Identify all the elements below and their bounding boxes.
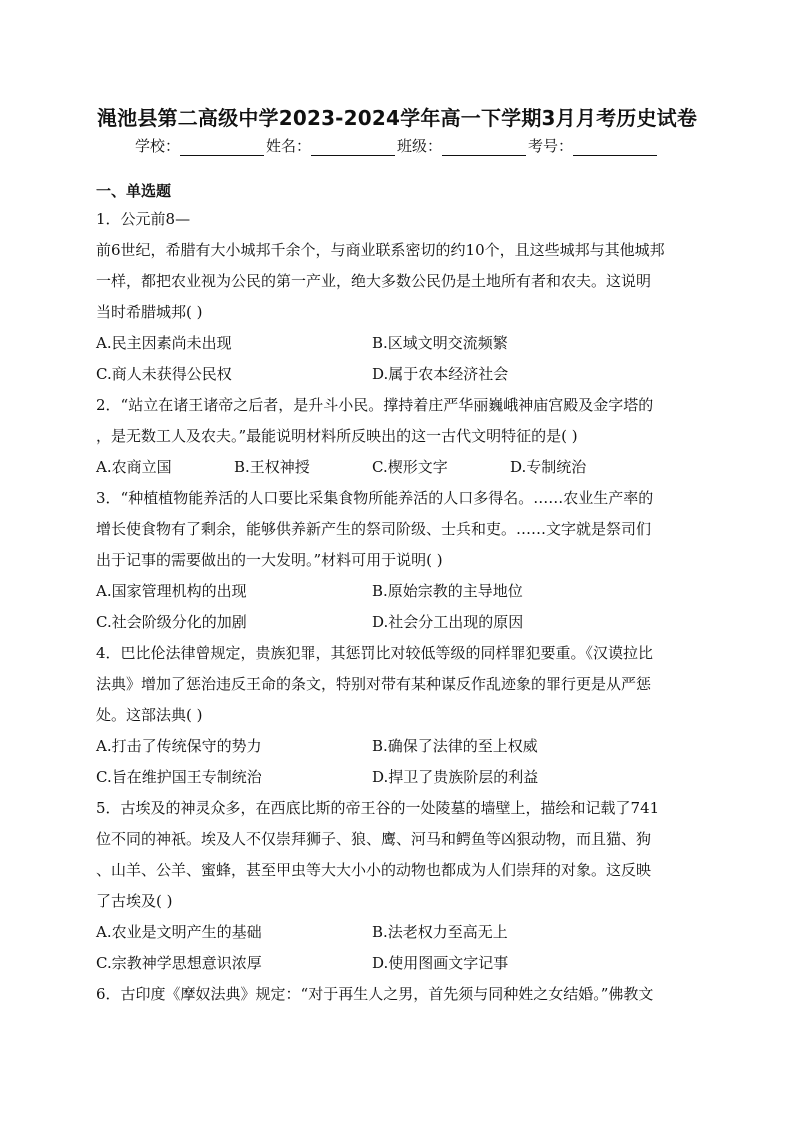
question-line: 当时希腊城邦( ) <box>96 303 203 321</box>
info-school <box>135 135 266 156</box>
section-heading: 一、单选题 <box>96 182 172 200</box>
info-class <box>397 135 528 156</box>
question-line: 1．公元前8— <box>96 210 191 228</box>
answer-options <box>96 576 696 638</box>
option-b[interactable]: B.法老权力至高无上 <box>372 923 508 941</box>
question-line: 了古埃及( ) <box>96 892 173 910</box>
student-info-line <box>0 135 794 156</box>
question-5 <box>96 793 696 979</box>
answer-options <box>96 917 696 979</box>
option-d[interactable]: D.专制统治 <box>510 458 587 476</box>
info-class-label: 班级： <box>397 137 443 155</box>
info-number <box>528 135 659 156</box>
info-number-label: 考号： <box>528 137 574 155</box>
question-line: 位不同的神祇。埃及人不仅崇拜狮子、狼、鹰、河马和鳄鱼等凶狠动物，而且猫、狗 <box>96 830 652 848</box>
question-line: 法典》增加了惩治违反王命的条文，特别对带有某种谋反作乱迹象的罪行更是从严惩 <box>96 675 652 693</box>
info-school-label: 学校： <box>134 137 180 155</box>
option-c[interactable]: C.宗教神学思想意识浓厚 <box>96 954 262 972</box>
answer-options <box>96 731 696 793</box>
exam-title: 渑池县第二高级中学2023-2024学年高一下学期3月月考历史试卷 <box>96 106 698 130</box>
option-b[interactable]: B.区域文明交流频繁 <box>372 334 508 352</box>
question-6 <box>96 979 696 1010</box>
info-name-label: 姓名： <box>265 137 311 155</box>
option-b[interactable]: B.原始宗教的主导地位 <box>372 582 523 600</box>
question-3 <box>96 483 696 638</box>
option-a[interactable]: A.农业是文明产生的基础 <box>96 923 262 941</box>
option-a[interactable]: A.农商立国 <box>96 458 172 476</box>
question-4 <box>96 638 696 793</box>
question-line: 增长使食物有了剩余，能够供养新产生的祭司阶级、士兵和吏。……文字就是祭司们 <box>96 520 652 538</box>
name-blank <box>311 139 395 156</box>
question-list <box>96 180 696 1010</box>
question-line: 前6世纪，希腊有大小城邦千余个，与商业联系密切的约10个，且这些城邦与其他城邦 <box>96 241 665 259</box>
option-a[interactable]: A.民主因素尚未出现 <box>96 334 232 352</box>
question-line: 6．古印度《摩奴法典》规定：“对于再生人之男，首先须与同种姓之女结婚。”佛教文 <box>96 985 654 1003</box>
option-c[interactable]: C.楔形文字 <box>372 458 448 476</box>
question-2 <box>96 390 696 483</box>
option-a[interactable]: A.打击了传统保守的势力 <box>96 737 262 755</box>
info-name <box>266 135 397 156</box>
option-c[interactable]: C.旨在维护国王专制统治 <box>96 768 262 786</box>
class-blank <box>442 139 526 156</box>
option-d[interactable]: D.使用图画文字记事 <box>372 954 509 972</box>
question-line: 4．巴比伦法律曾规定，贵族犯罪，其惩罚比对较低等级的同样罪犯要重。《汉谟拉比 <box>96 644 654 662</box>
option-c[interactable]: C.社会阶级分化的加剧 <box>96 613 247 631</box>
question-line: ，是无数工人及农夫。”最能说明材料所反映出的这一古代文明特征的是( ) <box>96 427 578 445</box>
number-blank <box>573 139 657 156</box>
option-c[interactable]: C.商人未获得公民权 <box>96 365 232 383</box>
answer-options <box>96 328 696 390</box>
question-line: 出于记事的需要做出的一大发明。”材料可用于说明( ) <box>96 551 443 569</box>
option-d[interactable]: D.属于农本经济社会 <box>372 365 509 383</box>
school-blank <box>180 139 264 156</box>
option-d[interactable]: D.社会分工出现的原因 <box>372 613 524 631</box>
option-b[interactable]: B.王权神授 <box>234 458 310 476</box>
question-line: 5．古埃及的神灵众多，在西底比斯的帝王谷的一处陵墓的墙壁上，描绘和记载了741 <box>96 799 660 817</box>
option-a[interactable]: A.国家管理机构的出现 <box>96 582 247 600</box>
option-d[interactable]: D.捍卫了贵族阶层的利益 <box>372 768 539 786</box>
question-line: 处。这部法典( ) <box>96 706 203 724</box>
question-line: 、山羊、公羊、蜜蜂，甚至甲虫等大大小小的动物也都成为人们崇拜的对象。这反映 <box>96 861 652 879</box>
answer-options <box>96 452 696 483</box>
option-b[interactable]: B.确保了法律的至上权威 <box>372 737 538 755</box>
question-line: 3．“种植植物能养活的人口要比采集食物所能养活的人口多得名。……农业生产率的 <box>96 489 654 507</box>
question-1 <box>96 204 696 390</box>
question-line: 一样，都把农业视为公民的第一产业，绝大多数公民仍是土地所有者和农夫。这说明 <box>96 272 652 290</box>
question-line: 2．“站立在诸王诸帝之后者，是升斗小民。撑持着庄严华丽巍峨神庙宫殿及金字塔的 <box>96 396 654 414</box>
